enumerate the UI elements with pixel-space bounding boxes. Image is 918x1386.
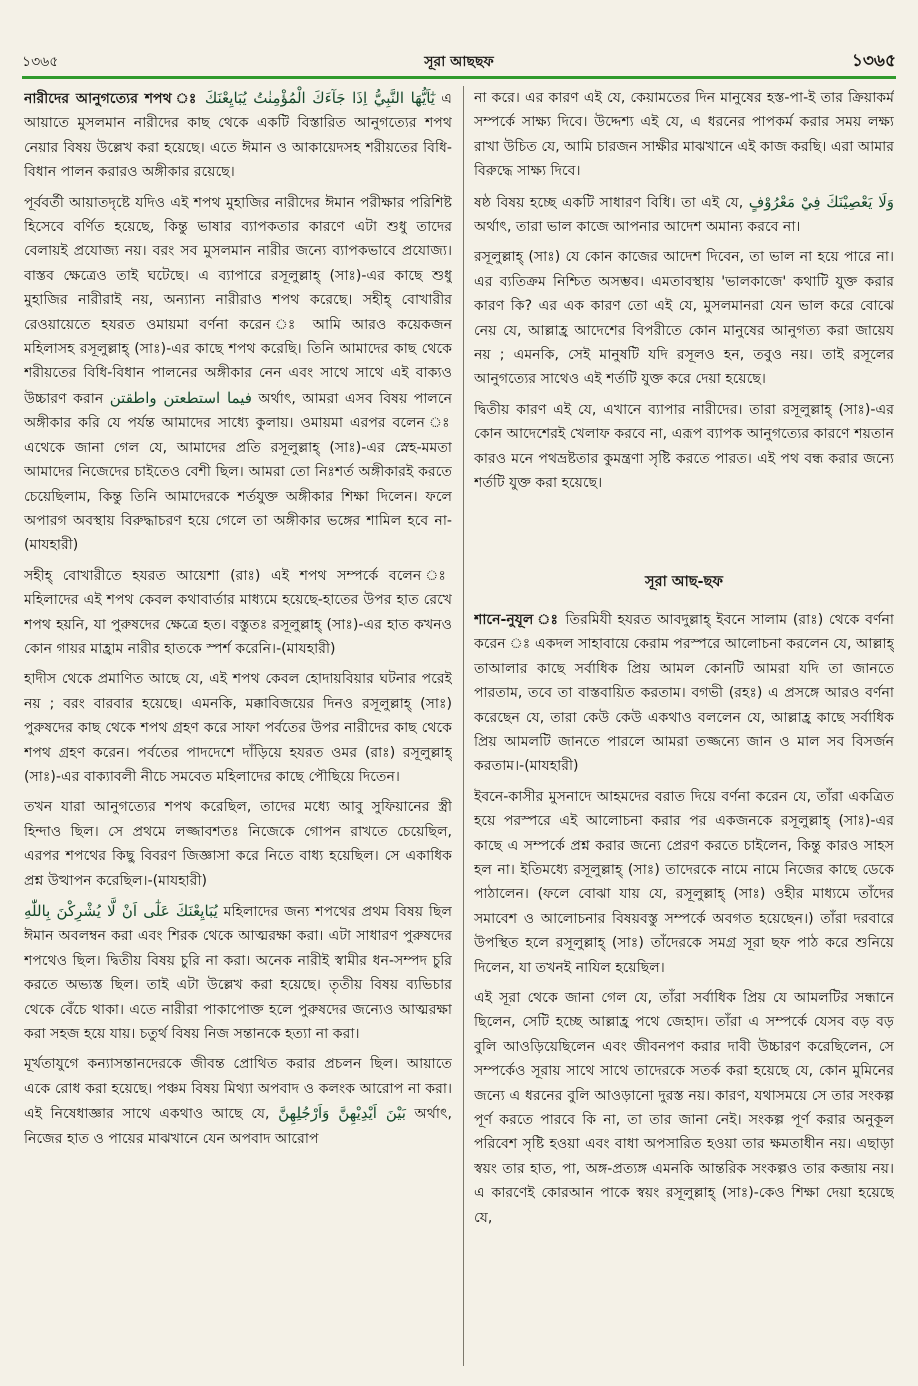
section-heading: সূরা আছ-ছফ: [645, 573, 723, 590]
section-spacer: [474, 502, 894, 562]
paragraph: [24, 86, 452, 185]
paragraph: [474, 86, 894, 184]
paragraph-text: অর্থাৎ, নিজের হাত ও পায়ের মাঝখানে যেন অপবাদ আরোপ: [24, 1106, 452, 1147]
paragraph: [474, 986, 894, 1230]
paragraph-text: সহীহ্ বোখারীতে হযরত আয়েশা (রাঃ) এই শপথ সম্পর্কে বলেন ঃ মহিলাদের এই শপথ কেবল কথাবার্তার মাধ্যমে হয়েছে-হাতের উপর হাত রেখে শপথ হয়নি, যা পুরুষদের ক্ষেত্রে হত। বস্তুতঃ রসূলুল্লাহ্ (সাঃ)-এর হাত কখনও কোন গায়র মাহ্রাম নারীর হাতকে স্পর্শ করেনি।-(মাযহারী): [24, 567, 452, 657]
paragraph: [474, 245, 894, 391]
right-column: [474, 86, 894, 1366]
paragraph: [474, 190, 894, 240]
paragraph-text: ষষ্ঠ বিষয় হচ্ছে একটি সাধারণ বিধি। তা এই যে,: [474, 194, 749, 211]
page-header: [22, 46, 896, 72]
paragraph: [24, 564, 452, 662]
page-number-right: ১৩৬৫: [851, 51, 896, 71]
paragraph: [474, 398, 894, 496]
paragraph-text: হাদীস থেকে প্রমাণিত আছে যে, এই শপথ কেবল হোদায়বিয়ার ঘটনার পরেই নয় ; বরং বারবার হয়েছে। এমনকি, মক্কাবিজয়ের দিনও রসূলুল্লাহ্ (সাঃ) পুরুষদের কাছ থেকে শপথ গ্রহণ করে সাফা পর্বতের উপর নারীদের কাছ থেকে শপথ গ্রহণ করেন। পর্বতের পাদদেশে দাঁড়িয়ে হযরত ওমর (রাঃ) রসূলুল্লাহ্ (সাঃ)-এর বাক্যাবলী নীচে সমবেত মহিলাদের কাছে পৌছিয়ে দিতেন।: [24, 671, 452, 785]
paragraph-text: রসূলুল্লাহ্ (সাঃ) যে কোন কাজের আদেশ দিবেন, তা ভাল না হয়ে পারে না। এর ব্যতিক্রম নিশ্চিত অসম্ভব। এমতাবস্থায় 'ভালকাজে' কথাটি যুক্ত করার কারণ কি? এর এক কারণ তো এই যে, মুসলমানরা যেন ভাল করে বোঝে নেয় যে, আল্লাহ্র আদেশের বিপরীতে কোন মানুষের আনুগত্য করা জায়েয নয় ; এমনকি, সেই মানুষটি যদি রসূলও হন, তবুও নয়। তাই রসূলের আনুগত্যের সাথেও এই শর্তটি যুক্ত করে দেয়া হয়েছে।: [474, 249, 894, 388]
arabic-verse: يُبَايِعْنَكَ عَلٰٓى اَنْ لَّا يُشْرِكْنَ بِاللّٰهِ: [24, 902, 218, 920]
paragraph: [24, 899, 452, 1046]
paragraph-text: না করে। এর কারণ এই যে, কেয়ামতের দিন মানুষের হস্ত-পা-ই তার ক্রিয়াকর্ম সম্পর্কে সাক্ষ্য দিবে। উদ্দেশ্য এই যে, এ ধরনের পাপকর্ম করার সময় লক্ষ্য রাখা উচিত যে, আমি চারজন সাক্ষীর মাঝখানে এই কাজ করছি। এরা আমার বিরুদ্ধে সাক্ষ্য দিবে।: [474, 90, 894, 180]
paragraph: [24, 191, 452, 558]
paragraph-text: অর্থাৎ, আমরা এসব বিষয় পালনে অঙ্গীকার করি যে পর্যন্ত আমাদের সাধ্যে কুলায়। ওমায়মা এরপর বলেন ঃ এথেকে জানা গেল যে, আমাদের প্রতি রসূলুল্লাহ্ (সাঃ)-এর স্নেহ-মমতা আমাদের নিজেদের চাইতেও বেশী ছিল। আমরা তো নিঃশর্ত অঙ্গীকারই করতে চেয়েছিলাম, কিন্তু তিনি আমাদেরকে শর্তযুক্ত অঙ্গীকার শিক্ষা দিলেন। ফলে অপারগ অবস্থায় বিরুদ্ধাচরণ হয়ে গেলে তা অঙ্গীকার ভঙ্গের শামিল হবে না-(মাযহারী): [24, 390, 452, 554]
arabic-verse: فيما استطعتن واطقتن: [109, 388, 252, 407]
paragraph-text: তখন যারা আনুগত্যের শপথ করেছিল, তাদের মধ্যে আবু সুফিয়ানের স্ত্রী হিন্দাও ছিল। সে প্রথমে লজ্জাবশতঃ নিজেকে গোপন রাখতে চেয়েছিল, এরপর শপথের কিছু বিবরণ জিজ্ঞাসা করে নিতে বাধ্য হয়েছিল। সে একাধিক প্রশ্ন উত্থাপন করেছিল।-(মাযহারী): [24, 799, 452, 889]
paragraph-text: মহিলাদের জন্য শপথের প্রথম বিষয় ছিল ঈমান অবলম্বন করা এবং শিরক থেকে আত্মরক্ষা করা। এটা সাধারণ পুরুষদের শপথেও ছিল। দ্বিতীয় বিষয় চুরি না করা। অনেক নারীই স্বামীর ধন-সম্পদ চুরি করতে অভ্যস্ত ছিল। তাই এটা উল্লেখ করা হয়েছে। তৃতীয় বিষয় ব্যভিচার থেকে বেঁচে থাকা। এতে নারীরা পাকাপোক্ত হলে পুরুষদের জন্যেও আত্মরক্ষা করা সহজ হয়ে যায়। চতুর্থ বিষয় নিজ সন্তানকে হত্যা না করা।: [24, 904, 452, 1043]
paragraph: [24, 1052, 452, 1151]
column-divider: [463, 86, 464, 1366]
header-rule: [22, 76, 896, 79]
paragraph-text: এ আয়াতে মুসলমান নারীদের কাছ থেকে একটি বিস্তারিত আনুগত্যের শপথ নেয়ার বিষয় উল্লেখ করা হয়েছে। এতে ঈমান ও আকায়েদসহ শরীয়তের বিধি-বিধান পালন করারও অঙ্গীকার রয়েছে।: [24, 91, 452, 181]
paragraph: [24, 795, 452, 893]
paragraph-text: এই সূরা থেকে জানা গেল যে, তাঁরা সর্বাধিক প্রিয় যে আমলটির সন্ধানে ছিলেন, সেটি হচ্ছে আল্লাহ্র পথে জেহাদ। তাঁরা এ সম্পর্কে যেসব বড় বড় বুলি আওড়িয়েছিলেন এবং জীবনপণ করার দাবী উচ্চারণ করেছিলেন, সে সম্পর্কেও সূরায় সাথে সাথে তাদেরকে সতর্ক করা হয়েছে যে, কোন মুমিনের জন্যে এ ধরনের বুলি আওড়ানো দুরস্ত নয়। কারণ, যথাসময়ে সে তার সংকল্প পূর্ণ করতে পারবে কি না, তা তার জানা নেই। সংকল্প পূর্ণ করার অনুকূল পরিবেশ সৃষ্টি হওয়া এবং বাধা অপসারিত হওয়া তার ক্ষমতাধীন নয়। এছাড়া স্বয়ং তার হাত, পা, অঙ্গ-প্রত্যঙ্গ এমনকি আন্তরিক সংকল্পও তার কব্জায় নয়। এ কারণেই কোরআন পাকে স্বয়ং রসূলুল্লাহ্ (সাঃ)-কেও শিক্ষা দেয়া হয়েছে যে,: [474, 990, 894, 1226]
paragraph-text: ইবনে-কাসীর মুসনাদে আহমদের বরাত দিয়ে বর্ণনা করেন যে, তাঁরা একত্রিত হয়ে পরস্পরে এই আলোচনা করার পর একজনকে রসূলুল্লাহ্ (সাঃ)-এর কাছে এ সম্পর্কে প্রশ্ন করার জন্যে প্রেরণ করতে চাইলেন, কিন্তু কারও সাহস হল না। ইতিমধ্যে রসূলুল্লাহ্ (সাঃ) তাদেরকে নামে নামে নিজের কাছে ডেকে পাঠালেন। (ফলে বোঝা যায় যে, রসূলুল্লাহ্ (সাঃ) ওহীর মাধ্যমে তাঁদের সমাবেশ ও আলোচনার বিষয়বস্তু সম্পর্কে অবগত হয়েছেন।) তাঁরা দরবারে উপস্থিত হলে রসূলুল্লাহ্ (সাঃ) তাঁদেরকে সমগ্র সূরা ছফ পাঠ করে শুনিয়ে দিলেন, যা তখনই নাযিল হয়েছিল।: [474, 788, 894, 976]
paragraph: [474, 608, 894, 779]
left-column: [24, 86, 452, 1366]
surah-title: সূরা আছছফ: [424, 54, 494, 70]
paragraph-text: তিরমিযী হযরত আবদুল্লাহ্ ইবনে সালাম (রাঃ) থেকে বর্ণনা করেন ঃ একদল সাহাবায়ে কেরাম পরস্পরে আলোচনা করলেন যে, আল্লাহ্ তাআলার কাছে সর্বাধিক প্রিয় আমল কোনটি আমরা যদি তা জানতে পারতাম, তবে তা বাস্তবায়িত করতাম। বগভী (রহঃ) এ প্রসঙ্গে আরও বর্ণনা করেছেন যে, তারা কেউ কেউ একথাও বললেন যে, আল্লাহ্র কাছে সর্বাধিক প্রিয় আমলটি জানতে পারলে আমরা তজ্জন্যে জান ও মাল সব বিসর্জন করতাম।-(মাযহারী): [474, 611, 894, 775]
paragraph-text: দ্বিতীয় কারণ এই যে, এখানে ব্যাপার নারীদের। তারা রসূলুল্লাহ্ (সাঃ)-এর কোন আদেশেরই খেলাফ করবে না, এরূপ ব্যাপক আনুগত্যের কারণে শয়তান কারও মনে পথভ্রষ্টতার কুমন্ত্রণা সৃষ্টি করতে পারত। এই পথ বন্ধ করার জন্যে শর্তটি যুক্ত করা হয়েছে।: [474, 401, 894, 492]
paragraph-text: মূর্খতাযুগে কন্যাসন্তানদেরকে জীবন্ত প্রোথিত করার প্রচলন ছিল। আয়াতে একে রোধ করা হয়েছে। পঞ্চম বিষয় মিথ্যা অপবাদ ও কলংক আরোপ না করা। এই নিষেধাজ্ঞার সাথে একথাও আছে যে,: [24, 1056, 452, 1123]
paragraph-lead: নারীদের আনুগত্যের শপথ ঃ: [24, 91, 205, 107]
paragraph: [24, 667, 452, 789]
arabic-verse: يٰٓاَيُّهَا النَّبِيُّ اِذَا جَآءَكَ الْمُؤْمِنٰتُ يُبَايِعْنَكَ: [204, 89, 435, 107]
arabic-verse: بَيْنَ اَيْدِيْهِنَّ وَاَرْجُلِهِنَّ: [278, 1104, 406, 1123]
arabic-verse: وَلَا يَعْصِيْنَكَ فِيْ مَعْرُوْفٍ: [748, 192, 894, 211]
paragraph-text: পূর্ববর্তী আয়াতদৃষ্টে যদিও এই শপথ মুহাজির নারীদের ঈমান পরীক্ষার পরিশিষ্ট হিসেবে বর্ণিত হয়েছে, কিন্তু ভাষার ব্যাপকতার কারণে এটা শুধু তাদের বেলায়ই প্রযোজ্য নয়। বরং সব মুসলমান নারীর জন্যে ব্যাপকভাবে প্রযোজ্য। বাস্তব ক্ষেত্রেও তাই ঘটেছে। এ ব্যাপারে রসূলুল্লাহ্ (সাঃ)-এর কাছে শুধু মুহাজির নারীরাই নয়, অন্যান্য নারীরাও শপথ করেছে। সহীহ্ বোখারীর রেওয়ায়েতে হযরত ওমায়মা বর্ণনা করেন ঃ আমি আরও কয়েকজন মহিলাসহ রসূলুল্লাহ্ (সাঃ)-এর কাছে শপথ করেছি। তিনি আমাদের কাছ থেকে শরীয়তের বিধি-বিধান পালনের অঙ্গীকার নেন এবং সাথে সাথে এই বাক্যও উচ্চারণ করান: [24, 194, 452, 407]
page-number-left: ১৩৬৫: [22, 54, 59, 70]
paragraph-lead: শানে-নুযূল ঃ: [474, 611, 566, 628]
paragraph: [474, 785, 894, 980]
paragraph-text: অর্থাৎ, তারা ভাল কাজে আপনার আদেশ অমান্য করবে না।: [474, 219, 801, 236]
